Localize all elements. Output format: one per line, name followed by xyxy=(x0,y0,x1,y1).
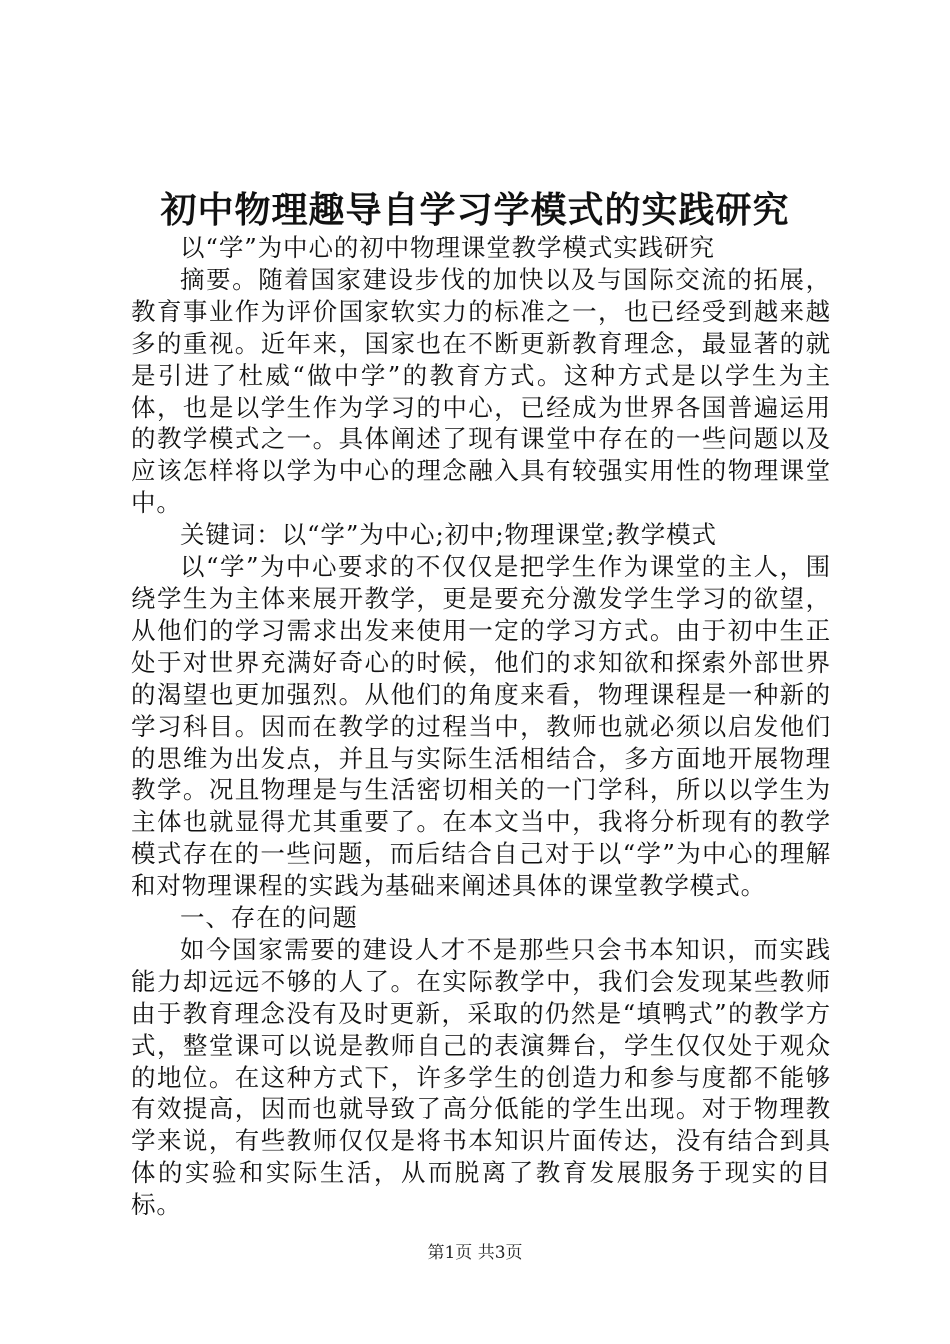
subtitle-paragraph: 以“学”为中心的初中物理课堂教学模式实践研究 xyxy=(180,233,715,262)
problem-paragraph: 如今国家需要的建设人才不是那些只会书本知识，而实践能力却远远不够的人了。在实际教学中，我们会发现某些教师由于教育理念没有及时更新，采取的仍然是“填鸭式”的教学方式，整堂课可以说是教师自己的表演舞台，学生仅仅处于观众的地位。在这种方式下，许多学生的创造力和参与度都不能够有效提高，因而也就导致了高分低能的学生出现。对于物理教学来说，有些教师仅仅是将书本知识片面传达，没有结合到具体的实验和实际生活，从而脱离了教育发展服务于现实的目标。 xyxy=(131,934,831,1220)
keywords-paragraph: 关键词：以“学”为中心;初中;物理课堂;教学模式 xyxy=(180,520,717,550)
document-title: 初中物理趣导自学习学模式的实践研究 xyxy=(160,189,790,231)
abstract-paragraph: 摘要。随着国家建设步伐的加快以及与国际交流的拓展，教育事业作为评价国家软实力的标准之一，也已经受到越来越多的重视。近年来，国家也在不断更新教育理念，最显著的就是引进了杜威“做中学”的教育方式。这种方式是以学生为主体，也是以学生作为学习的中心，已经成为世界各国普遍运用的教学模式之一。具体阐述了现有课堂中存在的一些问题以及应该怎样将以学为中心的理念融入具有较强实用性的物理课堂中。 xyxy=(131,264,831,518)
page-footer: 第1页 共3页 xyxy=(427,1243,523,1263)
section-heading: 一、存在的问题 xyxy=(180,903,358,933)
intro-paragraph: 以“学”为中心要求的不仅仅是把学生作为课堂的主人，围绕学生为主体来展开教学，更是要充分激发学生学习的欲望，从他们的学习需求出发来使用一定的学习方式。由于初中生正处于对世界充满好奇心的时候，他们的求知欲和探索外部世界的渴望也更加强烈。从他们的角度来看，物理课程是一种新的学习科目。因而在教学的过程当中，教师也就必须以启发他们的思维为出发点，并且与实际生活相结合，多方面地开展物理教学。况且物理是与生活密切相关的一门学科，所以以学生为主体也就显得尤其重要了。在本文当中，我将分析现有的教学模式存在的一些问题，而后结合自己对于以“学”为中心的理解和对物理课程的实践为基础来阐述具体的课堂教学模式。 xyxy=(131,552,831,901)
document-body xyxy=(131,232,831,1221)
